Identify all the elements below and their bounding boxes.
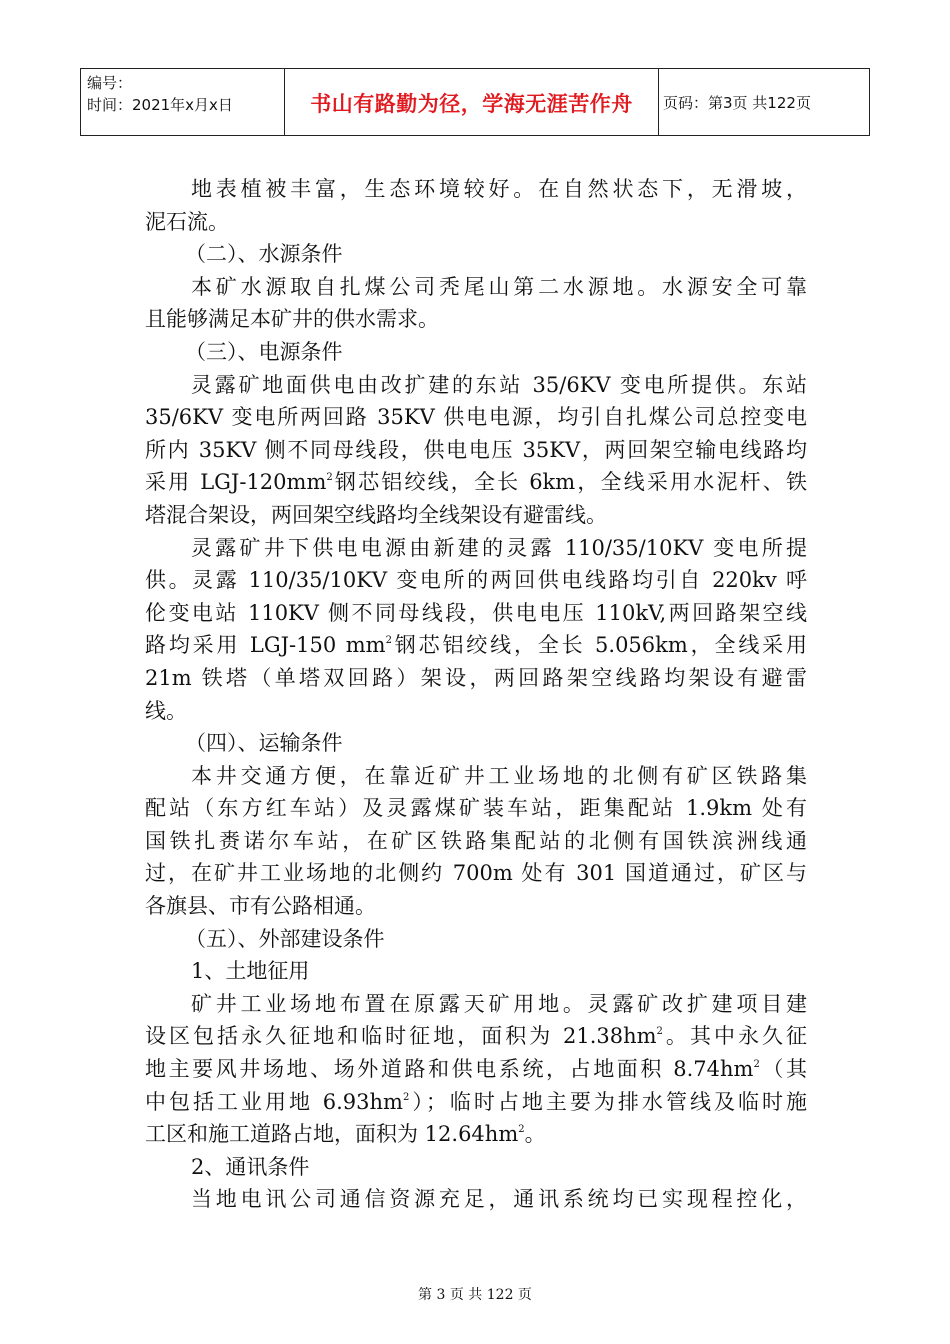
text-segment: 。 [524, 1122, 546, 1147]
text-line: 35/6KV 变电所两回路 35KV 供电电源，均引自扎煤公司总控变电 [145, 405, 807, 430]
superscript: 2 [656, 1026, 663, 1038]
text-segment: 钢芯铝绞线，全长 6km，全线采用水泥杆、铁 [332, 470, 807, 495]
text-line: 当地电讯公司通信资源充足，通讯系统均已实现程控化， [191, 1187, 807, 1212]
text-line: 地表植被丰富，生态环境较好。在自然状态下，无滑坡， [191, 177, 807, 201]
text-segment: 工区和施工道路占地，面积为 12.64hm [145, 1122, 519, 1147]
page-footer: 第 3 页 共 122 页 [418, 1287, 532, 1303]
text-line: （四）、运输条件 [185, 731, 343, 756]
text-line: 线。 [145, 698, 187, 723]
text-segment: 地主要风井场地、场外道路和供电系统，占地面积 8.74hm [145, 1057, 754, 1082]
text-line: 各旗县、市有公路相通。 [145, 894, 376, 919]
text-line: 灵露矿井下供电电源由新建的灵露 110/35/10KV 变电所提 [191, 535, 807, 560]
text-segment: 采用 LGJ-120mm [145, 470, 327, 495]
text-segment: ）；临时占地主要为排水管线及临时施 [409, 1089, 807, 1114]
superscript: 2 [753, 1059, 760, 1071]
text-line: 灵露矿地面供电由改扩建的东站 35/6KV 变电所提供。东站 [191, 372, 807, 397]
superscript: 2 [402, 1091, 410, 1103]
text-line: 本矿水源取自扎煤公司秃尾山第二水源地。水源安全可靠 [191, 274, 807, 299]
document-body [145, 173, 807, 1216]
page-header [80, 68, 870, 136]
text-segment: 设区包括永久征地和临时征地，面积为 21.38hm [145, 1024, 657, 1049]
text-line: （二）、水源条件 [185, 242, 343, 267]
text-line: 泥石流。 [145, 209, 229, 234]
text-segment: 中包括工业用地 6.93hm [145, 1089, 403, 1114]
text-line [145, 629, 807, 662]
text-line: 21m 铁塔（单塔双回路）架设，两回路架空线路均架设有避雷 [145, 665, 807, 690]
text-line [145, 1118, 807, 1151]
text-line: 所内 35KV 侧不同母线段，供电电压 35KV，两回架空输电线路均 [145, 437, 807, 462]
text-line: 本井交通方便，在靠近矿井工业场地的北侧有矿区铁路集 [191, 763, 807, 788]
header-meta [81, 69, 285, 135]
text-segment: 。其中永久征 [662, 1024, 808, 1049]
header-time: 时间：2021年x月x日 [87, 96, 233, 114]
header-page-info-cell [659, 69, 869, 135]
text-line: 配站（东方红车站）及灵露煤矿装车站，距集配站 1.9km 处有 [145, 796, 807, 821]
superscript: 2 [385, 635, 392, 647]
text-line [145, 1053, 807, 1086]
text-line: 塔混合架设，两回架空线路均全线架设有避雷线。 [145, 502, 607, 527]
text-line: 供。灵露 110/35/10KV 变电所的两回供电线路均引自 220kv 呼 [145, 568, 807, 593]
text-line: （三）、电源条件 [185, 339, 343, 364]
text-line: 1、土地征用 [191, 959, 310, 984]
text-segment: 路均采用 LGJ-150 mm [145, 633, 386, 658]
text-line [145, 466, 807, 499]
text-segment: （其 [759, 1057, 808, 1082]
text-line [145, 1086, 807, 1119]
superscript: 2 [326, 472, 333, 484]
text-line: 2、通讯条件 [191, 1154, 310, 1179]
text-line [145, 1020, 807, 1053]
superscript: 2 [518, 1124, 525, 1136]
text-line: 伦变电站 110KV 侧不同母线段，供电电压 110kV,两回路架空线 [145, 600, 807, 625]
header-motto-cell [285, 69, 659, 135]
header-page-info: 页码：第3页 共122页 [663, 93, 811, 112]
text-line: 过，在矿井工业场地的北侧约 700m 处有 301 国道通过，矿区与 [145, 861, 807, 886]
text-line: 且能够满足本矿井的供水需求。 [145, 307, 439, 332]
text-line: （五）、外部建设条件 [185, 926, 385, 951]
header-number: 编号： [87, 74, 133, 92]
text-line: 国铁扎赉诺尔车站，在矿区铁路集配站的北侧有国铁滨洲线通 [145, 828, 807, 853]
header-motto: 书山有路勤为径，学海无涯苦作舟 [310, 92, 633, 116]
text-segment: 钢芯铝绞线，全长 5.056km，全线采用 [391, 633, 808, 658]
text-line: 矿井工业场地布置在原露天矿用地。灵露矿改扩建项目建 [191, 991, 807, 1016]
